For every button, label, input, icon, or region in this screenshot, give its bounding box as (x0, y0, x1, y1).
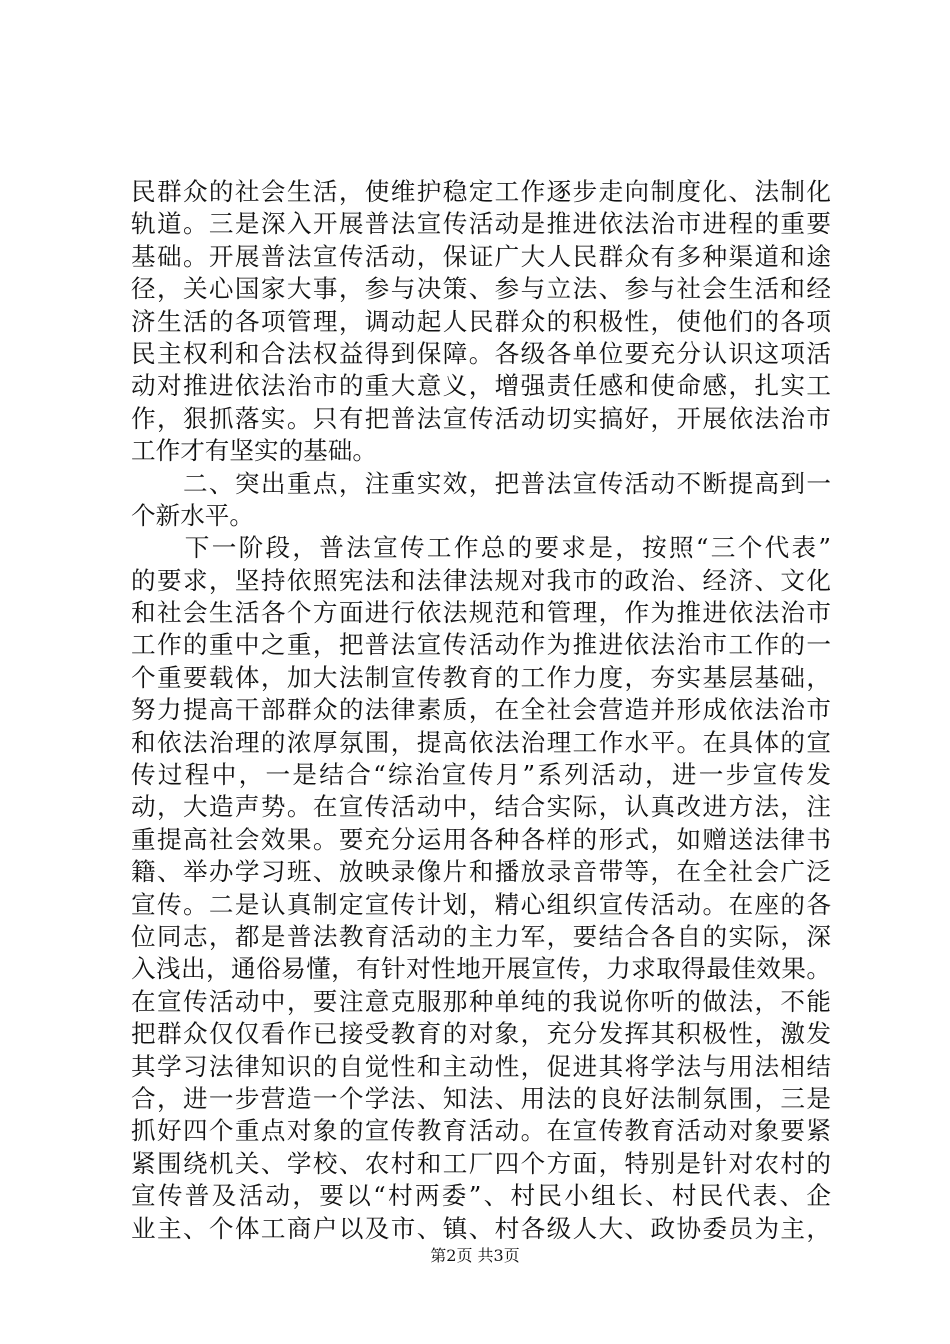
text-line: 工作才有坚实的基础。 (131, 436, 377, 466)
text-line: 籍、举办学习班、放映录像片和播放录音带等，在全社会广泛 (131, 857, 831, 887)
text-line: 动，大造声势。在宣传活动中，结合实际，认真改进方法，注 (131, 792, 831, 822)
text-line: 把群众仅仅看作已接受教育的对象，充分发挥其积极性，激发 (131, 1019, 831, 1049)
text-line: 和依法治理的浓厚氛围，提高依法治理工作水平。在具体的宣 (131, 727, 831, 757)
text-line: 入浅出，通俗易懂，有针对性地开展宣传，力求取得最佳效果。 (131, 954, 831, 984)
text-line: 位同志，都是普法教育活动的主力军，要结合各自的实际，深 (131, 921, 831, 951)
text-line: 径，关心国家大事，参与决策、参与立法、参与社会生活和经 (131, 274, 831, 304)
text-line: 业主、个体工商户以及市、镇、村各级人大、政协委员为主， (131, 1213, 831, 1243)
text-line: 个新水平。 (131, 500, 254, 530)
text-line: 和社会生活各个方面进行依法规范和管理，作为推进依法治市 (131, 598, 831, 628)
text-line: 在宣传活动中，要注意克服那种单纯的我说你听的做法，不能 (131, 986, 831, 1016)
text-line: 宣传。二是认真制定宣传计划，精心组织宣传活动。在座的各 (131, 889, 831, 919)
page-footer: 第2页 共3页 (430, 1246, 520, 1265)
text-line: 宣传普及活动，要以“村两委”、村民小组长、村民代表、企 (131, 1181, 831, 1211)
text-line: 个重要载体，加大法制宣传教育的工作力度，夯实基层基础， (131, 662, 831, 692)
body-text (131, 176, 831, 1245)
text-line: 民主权利和合法权益得到保障。各级各单位要充分认识这项活 (131, 338, 831, 368)
text-line: 作，狠抓落实。只有把普法宣传活动切实搞好，开展依法治市 (131, 403, 831, 433)
text-line: 民群众的社会生活，使维护稳定工作逐步走向制度化、法制化 (131, 177, 831, 206)
text-line: 努力提高干部群众的法律素质，在全社会营造并形成依法治市 (131, 695, 831, 725)
text-line: 合，进一步营造一个学法、知法、用法的良好法制氛围，三是 (131, 1083, 831, 1113)
text-line: 轨道。三是深入开展普法宣传活动是推进依法治市进程的重要 (131, 209, 831, 239)
text-line: 下一阶段，普法宣传工作总的要求是，按照“三个代表” (131, 533, 831, 563)
text-line: 紧围绕机关、学校、农村和工厂四个方面，特别是针对农村的 (131, 1148, 831, 1178)
text-line: 济生活的各项管理，调动起人民群众的积极性，使他们的各项 (131, 306, 831, 336)
text-line: 传过程中，一是结合“综治宣传月”系列活动，进一步宣传发 (131, 760, 831, 790)
text-line: 抓好四个重点对象的宣传教育活动。在宣传教育活动对象要紧 (131, 1116, 831, 1146)
text-line: 基础。开展普法宣传活动，保证广大人民群众有多种渠道和途 (131, 241, 831, 271)
text-line: 工作的重中之重，把普法宣传活动作为推进依法治市工作的一 (131, 630, 831, 660)
text-line: 其学习法律知识的自觉性和主动性，促进其将学法与用法相结 (131, 1051, 831, 1081)
text-line: 重提高社会效果。要充分运用各种各样的形式，如赠送法律书 (131, 824, 831, 854)
text-line: 动对推进依法治市的重大意义，增强责任感和使命感，扎实工 (131, 371, 831, 401)
text-line: 二、突出重点，注重实效，把普法宣传活动不断提高到一 (131, 468, 831, 498)
text-line: 的要求，坚持依照宪法和法律法规对我市的政治、经济、文化 (131, 565, 831, 595)
